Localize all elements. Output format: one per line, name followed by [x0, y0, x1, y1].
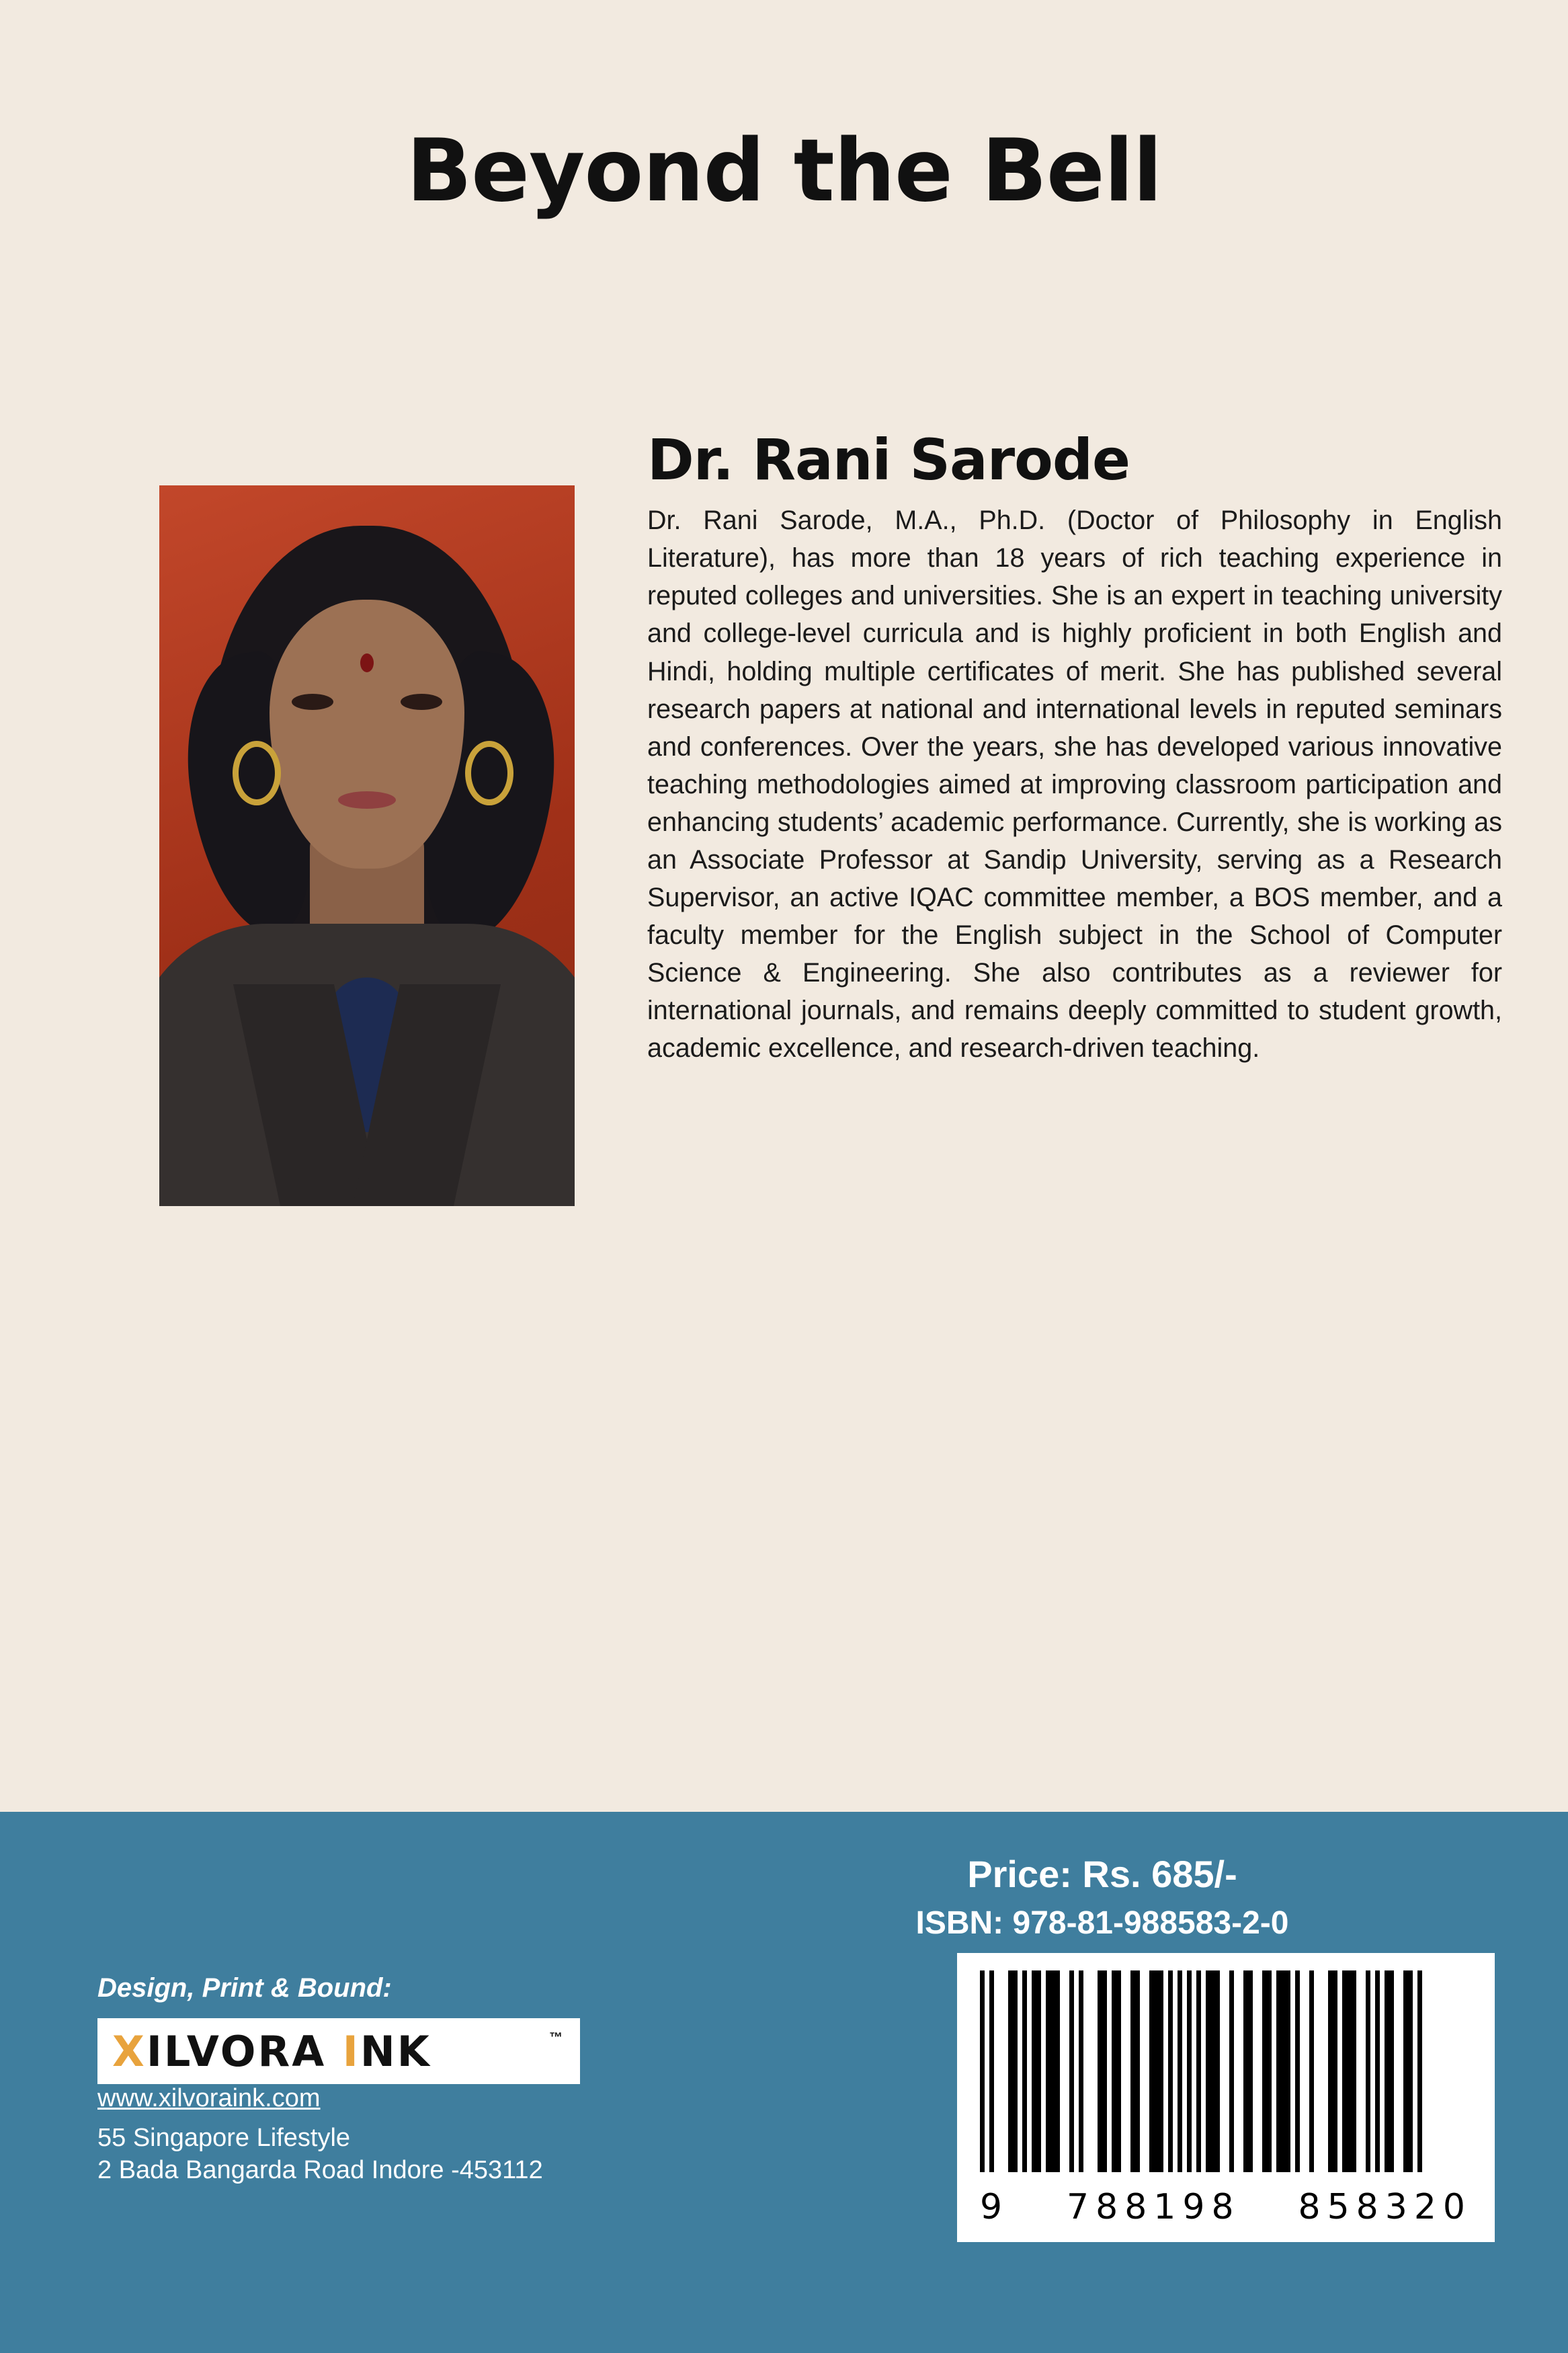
barcode-bar — [1206, 1970, 1210, 2172]
barcode-group-1: 788198 — [1067, 2187, 1241, 2227]
barcode-bar — [1408, 1970, 1413, 2172]
barcode-bar — [1337, 1970, 1342, 2172]
barcode-bar — [1182, 1970, 1187, 2172]
barcode-bar — [1403, 1970, 1408, 2172]
barcode-bar — [985, 1970, 989, 2172]
barcode-bar — [1041, 1970, 1046, 2172]
barcode-bar — [1323, 1970, 1328, 2172]
barcode-bar — [989, 1970, 994, 2172]
publisher-address-line-1: 55 Singapore Lifestyle — [97, 2124, 351, 2152]
barcode-bar — [1342, 1970, 1347, 2172]
publisher-address — [97, 2122, 702, 2186]
portrait-bindi — [360, 653, 374, 672]
price-label: Price: Rs. 685/- — [967, 1853, 1237, 1895]
barcode-bar — [1370, 1970, 1375, 2172]
publisher-heading: Design, Print & Bound: — [97, 1973, 392, 2003]
barcode-bar — [1399, 1970, 1403, 2172]
barcode-bar — [1243, 1970, 1248, 2172]
barcode-bar — [1385, 1970, 1389, 2172]
barcode-bar — [1192, 1970, 1196, 2172]
barcode-bar — [1300, 1970, 1305, 2172]
barcode-bar — [1215, 1970, 1220, 2172]
barcode-bar — [1366, 1970, 1370, 2172]
barcode-bar — [1220, 1970, 1225, 2172]
barcode-bar — [1107, 1970, 1112, 2172]
portrait-eye-right — [401, 694, 442, 710]
publisher-website-link[interactable]: www.xilvoraink.com — [97, 2084, 321, 2112]
barcode-bar — [1003, 1970, 1008, 2172]
barcode-bar — [1394, 1970, 1399, 2172]
barcode-bar — [1187, 1970, 1192, 2172]
barcode-bar — [1102, 1970, 1107, 2172]
publisher-block — [97, 1973, 702, 2186]
barcode-bar — [1135, 1970, 1140, 2172]
author-bio-text: Dr. Rani Sarode, M.A., Ph.D. (Doctor of Philosophy in English Literature), has more than 18 years of rich teaching experience in reputed colleges and universities. She is an expert in teaching university and college-level curricula and is highly proficient in both English and Hindi, holding multiple certificates of merit. She has published several research papers at national and international levels in reputed seminars and conferences. Over the years, she has developed various innovative teaching methodologies aimed at improving classroom participation and enhancing students’ academic performance. Currently, she is working as an Associate Professor at Sandip University, serving as a Research Supervisor, an active IQAC committee member, a BOS member, and a faculty member for the English subject in the School of Computer Science & Engineering. She also contributes as a reviewer for international journals, and remains deeply committed to student growth, academic excellence, and research-driven teaching. — [647, 506, 1502, 1064]
portrait-eye-left — [292, 694, 333, 710]
barcode-bar — [1319, 1970, 1323, 2172]
barcode-bars — [980, 1970, 1472, 2172]
barcode-bar — [1225, 1970, 1229, 2172]
barcode-bar — [1281, 1970, 1286, 2172]
barcode-bar — [1305, 1970, 1309, 2172]
barcode-bar — [1159, 1970, 1163, 2172]
barcode-bar — [1389, 1970, 1394, 2172]
barcode-bar — [1083, 1970, 1088, 2172]
barcode-bar — [1380, 1970, 1385, 2172]
barcode-bar — [1413, 1970, 1417, 2172]
publisher-logo — [97, 2018, 580, 2084]
barcode-bar — [1140, 1970, 1145, 2172]
barcode-bar — [1173, 1970, 1178, 2172]
barcode-bar — [980, 1970, 985, 2172]
barcode-bar — [1069, 1970, 1074, 2172]
barcode-bar — [1093, 1970, 1098, 2172]
barcode-bar — [1112, 1970, 1116, 2172]
barcode-bar — [1276, 1970, 1281, 2172]
barcode-bar — [1286, 1970, 1290, 2172]
barcode-bar — [1253, 1970, 1257, 2172]
barcode-bar — [1196, 1970, 1201, 2172]
barcode-bar — [1149, 1970, 1154, 2172]
barcode-bar — [1229, 1970, 1234, 2172]
publisher-logo-text — [97, 2027, 431, 2076]
barcode-bar — [1234, 1970, 1239, 2172]
publisher-address-line-2: 2 Bada Bangarda Road Indore -453112 — [97, 2155, 543, 2184]
barcode-bar — [1022, 1970, 1027, 2172]
author-bio-block — [647, 427, 1502, 1067]
publisher-logo-nk: NK — [360, 2026, 431, 2076]
barcode-bar — [1239, 1970, 1243, 2172]
barcode-bar — [1347, 1970, 1352, 2172]
footer-band — [0, 1812, 1568, 2353]
portrait-earring-right — [465, 741, 513, 805]
barcode-bar — [1065, 1970, 1069, 2172]
barcode-bar — [1356, 1970, 1361, 2172]
barcode-bar — [1121, 1970, 1126, 2172]
portrait-blazer — [159, 924, 575, 1206]
isbn-barcode — [957, 1953, 1495, 2242]
barcode-bar — [1032, 1970, 1036, 2172]
barcode-bar — [1154, 1970, 1159, 2172]
barcode-bar — [1257, 1970, 1262, 2172]
author-name: Dr. Rani Sarode — [647, 427, 1130, 493]
barcode-bar — [1328, 1970, 1333, 2172]
barcode-bar — [994, 1970, 999, 2172]
barcode-bar — [1018, 1970, 1022, 2172]
barcode-bar — [1060, 1970, 1065, 2172]
barcode-bar — [1309, 1970, 1314, 2172]
publisher-logo-x: X — [112, 2026, 147, 2076]
barcode-bar — [1272, 1970, 1276, 2172]
barcode-bar — [1352, 1970, 1356, 2172]
barcode-left-digit: 9 — [980, 2187, 1009, 2227]
author-portrait — [159, 485, 575, 1206]
barcode-bar — [1074, 1970, 1079, 2172]
barcode-bar — [1201, 1970, 1206, 2172]
barcode-bar — [1314, 1970, 1319, 2172]
isbn-label: ISBN: 978-81-988583-2-0 — [915, 1905, 1289, 1941]
barcode-bar — [1036, 1970, 1041, 2172]
barcode-bar — [1116, 1970, 1121, 2172]
publisher-logo-i: I — [342, 2026, 360, 2076]
barcode-bar — [1130, 1970, 1135, 2172]
barcode-bar — [1013, 1970, 1018, 2172]
barcode-bar — [1417, 1970, 1422, 2172]
barcode-bar — [1055, 1970, 1060, 2172]
barcode-bar — [1333, 1970, 1337, 2172]
barcode-bar — [1168, 1970, 1173, 2172]
barcode-bar — [1079, 1970, 1083, 2172]
barcode-bar — [1375, 1970, 1380, 2172]
barcode-bar — [1027, 1970, 1032, 2172]
barcode-bar — [1098, 1970, 1102, 2172]
barcode-digits — [980, 2187, 1472, 2227]
barcode-bar — [1267, 1970, 1272, 2172]
barcode-bar — [1050, 1970, 1055, 2172]
portrait-earring-left — [233, 741, 281, 805]
portrait-lips — [338, 791, 396, 809]
trademark-icon: ™ — [549, 2030, 563, 2045]
barcode-bar — [1126, 1970, 1130, 2172]
barcode-bar — [1008, 1970, 1013, 2172]
barcode-bar — [1163, 1970, 1168, 2172]
barcode-bar — [1290, 1970, 1295, 2172]
barcode-bar — [1361, 1970, 1366, 2172]
barcode-bar — [1046, 1970, 1050, 2172]
barcode-bar — [1145, 1970, 1149, 2172]
barcode-bar — [1210, 1970, 1215, 2172]
publisher-logo-ilvora: ILVORA — [146, 2026, 343, 2076]
barcode-bar — [1088, 1970, 1093, 2172]
barcode-bar — [1295, 1970, 1300, 2172]
barcode-bar — [1178, 1970, 1182, 2172]
barcode-bar — [1262, 1970, 1267, 2172]
barcode-group-2: 858320 — [1298, 2187, 1472, 2227]
page-title: Beyond the Bell — [406, 121, 1162, 221]
barcode-bar — [1248, 1970, 1253, 2172]
barcode-bar — [999, 1970, 1003, 2172]
